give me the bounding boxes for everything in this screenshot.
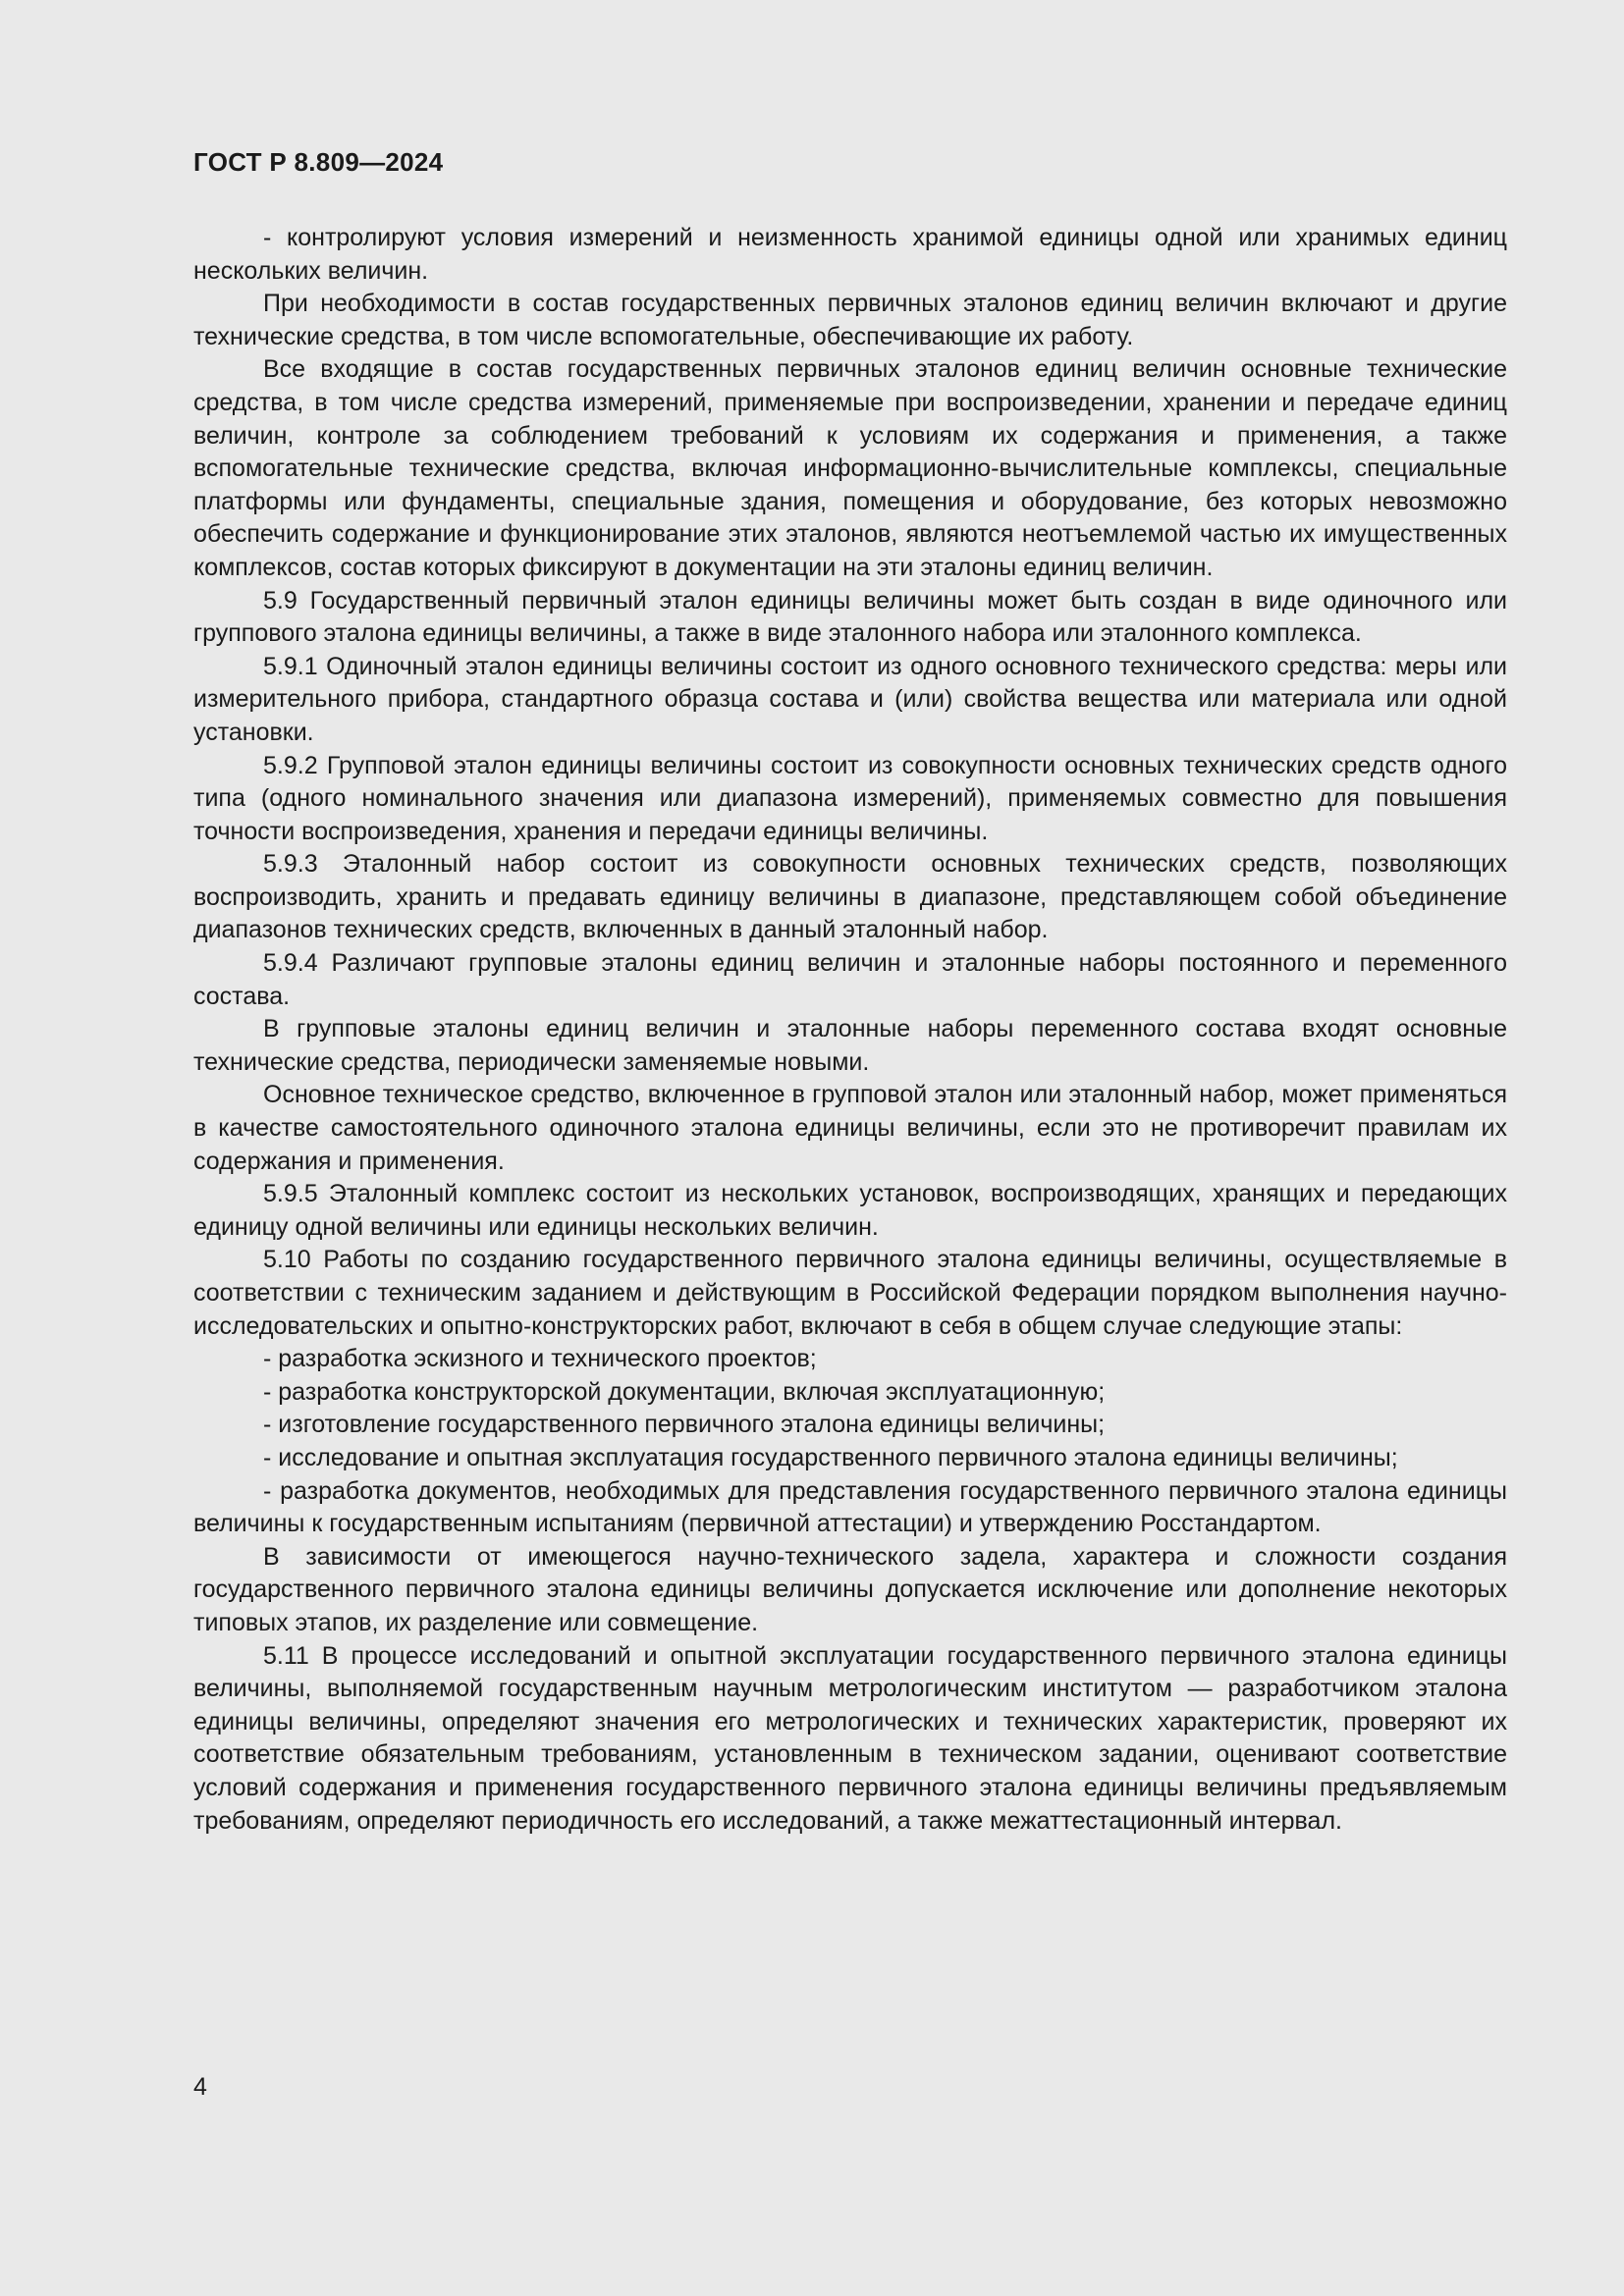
paragraph: 5.9.4 Различают групповые эталоны единиц величин и эталонные наборы постоянного и переменного состава.: [193, 949, 1507, 1010]
paragraph: 5.10 Работы по созданию государственного первичного эталона единицы величины, осуществляемые в соответствии с техническим заданием и действующим в Российской Федерации порядком выполнения научно-исследовательских и опытно-конструкторских работ, включают в себя в общем случае следующие этапы:: [193, 1246, 1507, 1340]
list-item: - разработка конструкторской документации, включая эксплуатационную;: [263, 1377, 1106, 1406]
paragraph: 5.9.1 Одиночный эталон единицы величины состоит из одного основного технического средства: меры или измерительного прибора, стандартного образца состава и (или) свойства вещества или материала или одной установки.: [193, 652, 1507, 746]
paragraph: В групповые эталоны единиц величин и эталонные наборы переменного состава входят основные технические средства, периодически заменяемые новыми.: [193, 1015, 1507, 1076]
paragraph: 5.11 В процессе исследований и опытной эксплуатации государственного первичного эталона единицы величины, выполняемой государственным научным метрологическим институтом — разработчиком эталона единицы величины, определяют значения его метрологических и технических характеристик, проверяют их соответствие обязательным требованиям, установленным в техническом задании, оценивают соответствие условий содержания и применения государственного первичного эталона единицы величины предъявляемым требованиям, определяют периодичность его исследований, а также межаттестационный интервал.: [193, 1641, 1507, 1835]
page-number: 4: [193, 2073, 207, 2101]
paragraph: 5.9.3 Эталонный набор состоит из совокупности основных технических средств, позволяющих воспроизводить, хранить и предавать единицу величины в диапазоне, представляющем собой объединение диапазонов технических средств, включенных в данный эталонный набор.: [193, 850, 1507, 944]
list-item: - разработка документов, необходимых для представления государственного первичного эталона единицы величины к государственным испытаниям (первичной аттестации) и утверждению Росстандартом.: [193, 1476, 1507, 1538]
paragraph: При необходимости в состав государственных первичных эталонов единиц величин включают и другие технические средства, в том числе вспомогательные, обеспечивающие их работу.: [193, 290, 1507, 350]
list-item: - исследование и опытная эксплуатация государственного первичного эталона единицы величины;: [263, 1443, 1398, 1471]
list-item: - изготовление государственного первичного эталона единицы величины;: [263, 1411, 1106, 1439]
paragraph: 5.9.5 Эталонный комплекс состоит из нескольких установок, воспроизводящих, хранящих и передающих единицу одной величины или единицы нескольких величин.: [193, 1180, 1507, 1241]
document-header-title: ГОСТ Р 8.809—2024: [193, 147, 444, 177]
paragraph: Основное техническое средство, включенное в групповой эталон или эталонный набор, может применяться в качестве самостоятельного одиночного эталона единицы величины, если это не противоречит правилам их содержания и применения.: [193, 1081, 1507, 1175]
paragraph: 5.9.2 Групповой эталон единицы величины состоит из совокупности основных технических средств одного типа (одного номинального значения или диапазона измерений), применяемых совместно для повышения точности воспроизведения, хранения и передачи единицы величины.: [193, 751, 1507, 845]
document-body: [193, 222, 1507, 1838]
paragraph: Все входящие в состав государственных первичных эталонов единиц величин основные технические средства, в том числе средства измерений, применяемые при воспроизведении, хранении и передаче единиц величин, контроле за соблюдением требований к условиям их содержания и применения, а также вспомогательные технические средства, включая информационно-вычислительные комплексы, специальные платформы или фундаменты, специальные здания, помещения и оборудование, без которых невозможно обеспечить содержание и функционирование этих эталонов, являются неотъемлемой частью их имущественных комплексов, состав которых фиксируют в документации на эти эталоны единиц величин.: [193, 355, 1507, 581]
paragraph: 5.9 Государственный первичный эталон единицы величины может быть создан в виде одиночного или группового эталона единицы величины, а также в виде эталонного набора или эталонного комплекса.: [193, 586, 1507, 648]
paragraph: В зависимости от имеющегося научно-технического задела, характера и сложности создания государственного первичного эталона единицы величины допускается исключение или дополнение некоторых типовых этапов, их разделение или совмещение.: [193, 1542, 1507, 1636]
list-item: - разработка эскизного и технического проектов;: [263, 1345, 817, 1373]
paragraph: - контролируют условия измерений и неизменность хранимой единицы одной или хранимых единиц нескольких величин.: [193, 224, 1507, 285]
